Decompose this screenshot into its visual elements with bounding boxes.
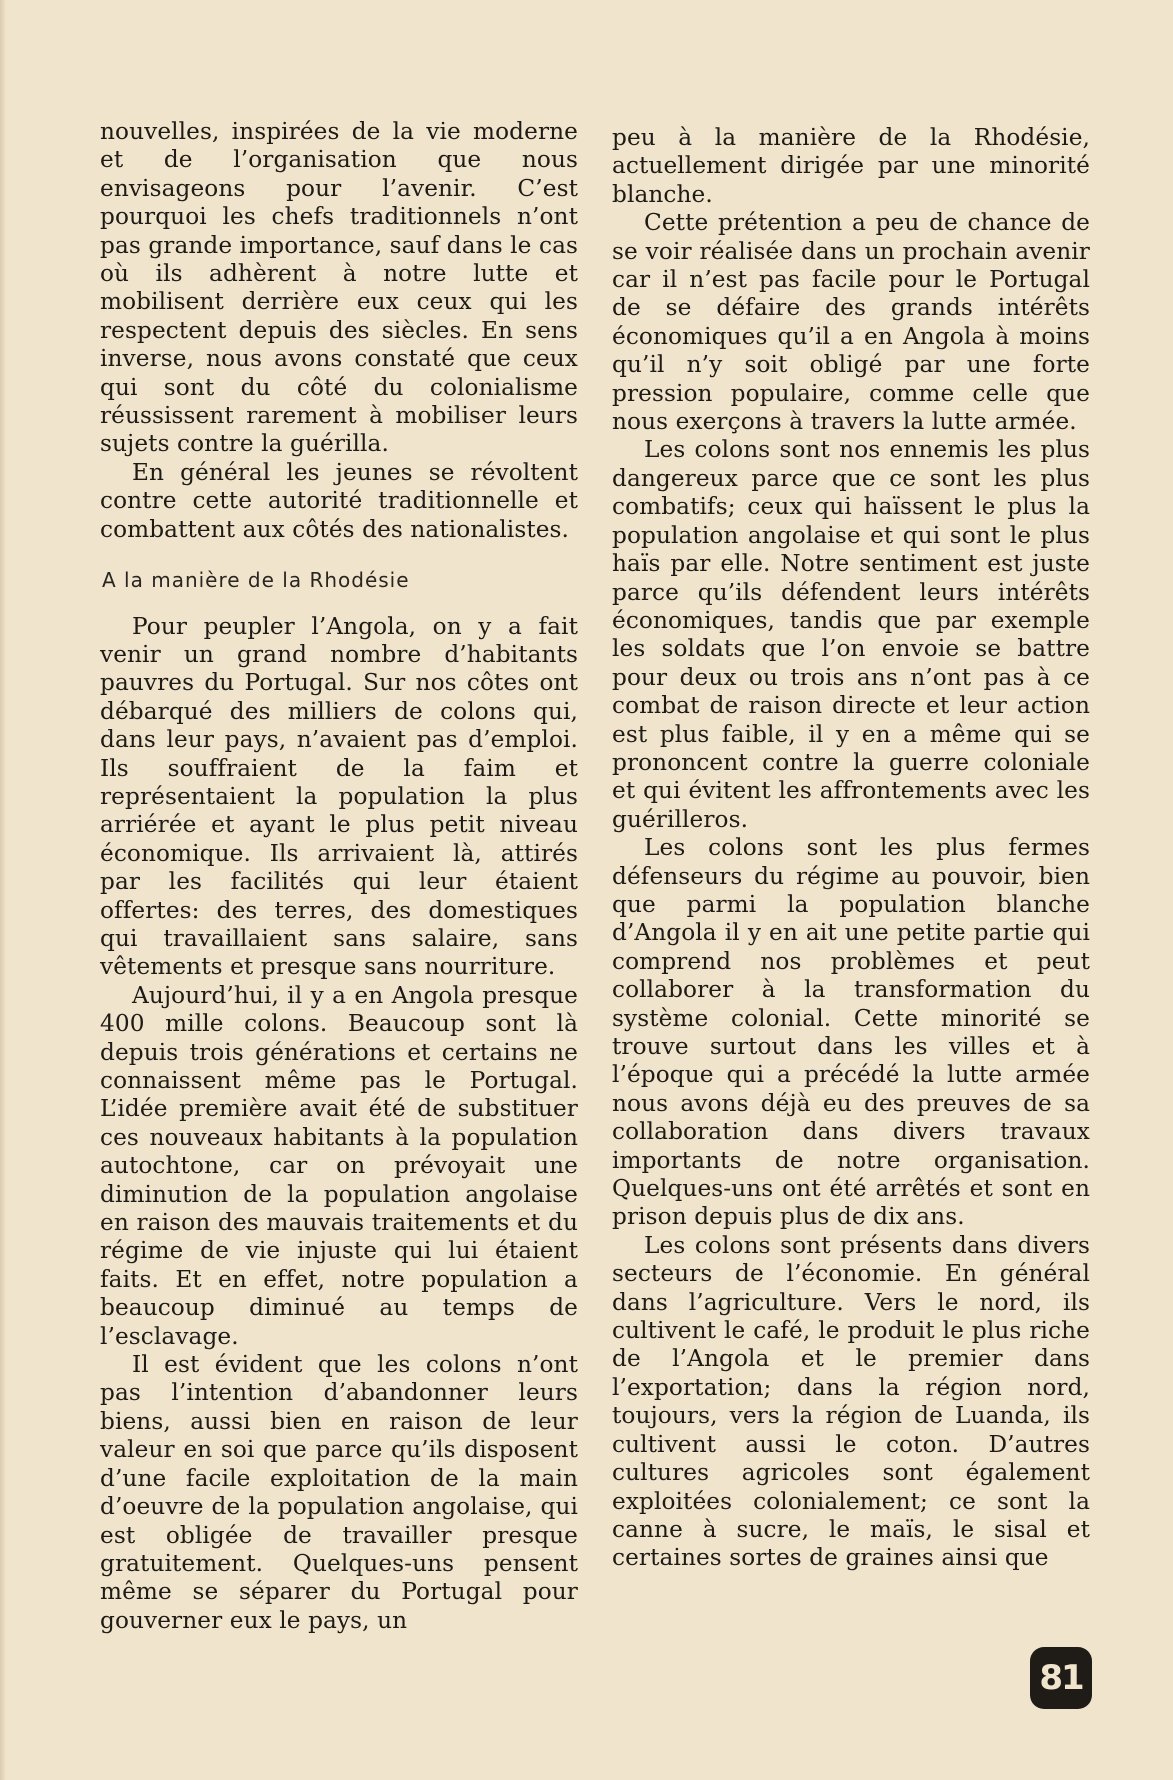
paragraph: Les colons sont nos ennemis les plus dangereux parce que ce sont les plus combatifs; ceux qui haïssent le plus la population angolaise et qui sont le plus haïs par elle. Notre sentiment est juste parce qu’ils défendent leurs intérêts économiques, tandis que par exemple les soldats que l’on envoie se battre pour deux ou trois ans n’ont pas à ce combat de raison directe et leur action est plus faible, il y en a même qui se prononcent contre la guerre coloniale et qui évitent les affrontements avec les guérilleros. xyxy=(612,436,1090,833)
paragraph: En général les jeunes se révoltent contre cette autorité traditionnelle et combattent aux côtés des nationalistes. xyxy=(100,458,578,543)
section-heading: A la manière de la Rhodésie xyxy=(102,568,410,593)
paragraph: nouvelles, inspirées de la vie moderne et de l’organisation que nous envisageons pour l’avenir. C’est pourquoi les chefs traditionnels n’ont pas grande importance, sauf dans le cas où ils adhèrent à notre lutte et mobilisent derrière eux ceux qui les respectent depuis des siècles. En sens inverse, nous avons constaté que ceux qui sont du côté du colonialisme réussissent rarement à mobiliser leurs sujets contre la guérilla. xyxy=(100,118,578,458)
paragraph: Pour peupler l’Angola, on y a fait venir un grand nombre d’habitants pauvres du Portugal. Sur nos côtes ont débarqué des milliers de colons qui, dans leur pays, n’avaient pas d’emploi. Ils souffraient de la faim et représentaient la population la plus arriérée et ayant le plus petit niveau économique. Ils arrivaient là, attirés par les facilités qui leur étaient offertes: des terres, des domestiques qui travaillaient sans salaire, sans vêtements et presque sans nourriture. xyxy=(100,612,578,981)
left-column xyxy=(100,118,578,1635)
page-edge xyxy=(0,0,6,1780)
paragraph: Cette prétention a peu de chance de se voir réalisée dans un prochain avenir car il n’est pas facile pour le Portugal de se défaire des grands intérêts économiques qu’il a en Angola à moins qu’il n’y soit obligé par une forte pression populaire, comme celle que nous exerçons à travers la lutte armée. xyxy=(612,209,1090,436)
paragraph: Les colons sont les plus fermes défenseurs du régime au pouvoir, bien que parmi la population blanche d’Angola il y en ait une petite partie qui comprend nos problèmes et peut collaborer à la transformation du système colonial. Cette minorité se trouve surtout dans les villes et à l’époque qui a précédé la lutte armée nous avons déjà eu des preuves de sa collaboration dans divers travaux importants de notre organisation. Quelques-uns ont été arrêtés et sont en prison depuis plus de dix ans. xyxy=(612,834,1090,1231)
paragraph: Il est évident que les colons n’ont pas l’intention d’abandonner leurs biens, aussi bien en raison de leur valeur en soi que parce qu’ils disposent d’une facile exploitation de la main d’oeuvre de la population angolaise, qui est obligée de travailler presque gratuitement. Quelques-uns pensent même se séparer du Portugal pour gouverner eux le pays, un xyxy=(100,1351,578,1634)
page-number: 81 xyxy=(1030,1647,1092,1709)
paragraph: Aujourd’hui, il y a en Angola presque 400 mille colons. Beaucoup sont là depuis trois générations et certains ne connaissent même pas le Portugal. L’idée première avait été de substituer ces nouveaux habitants à la population autochtone, car on prévoyait une diminution de la population angolaise en raison des mauvais traitements et du régime de vie injuste qui lui étaient faits. Et en effet, notre population a beaucoup diminué au temps de l’esclavage. xyxy=(100,981,578,1350)
paragraph: peu à la manière de la Rhodésie, actuellement dirigée par une minorité blanche. xyxy=(612,124,1090,208)
paragraph: Les colons sont présents dans divers secteurs de l’économie. En général dans l’agriculture. Vers le nord, ils cultivent le café, le produit le plus riche de l’Angola et le premier dans l’exportation; dans la région nord, toujours, vers la région de Luanda, ils cultivent aussi le coton. D’autres cultures agricoles sont également exploitées colonialement; ce sont la canne à sucre, le maïs, le sisal et certaines sortes de graines ainsi que xyxy=(612,1231,1090,1572)
right-column xyxy=(612,124,1090,1573)
